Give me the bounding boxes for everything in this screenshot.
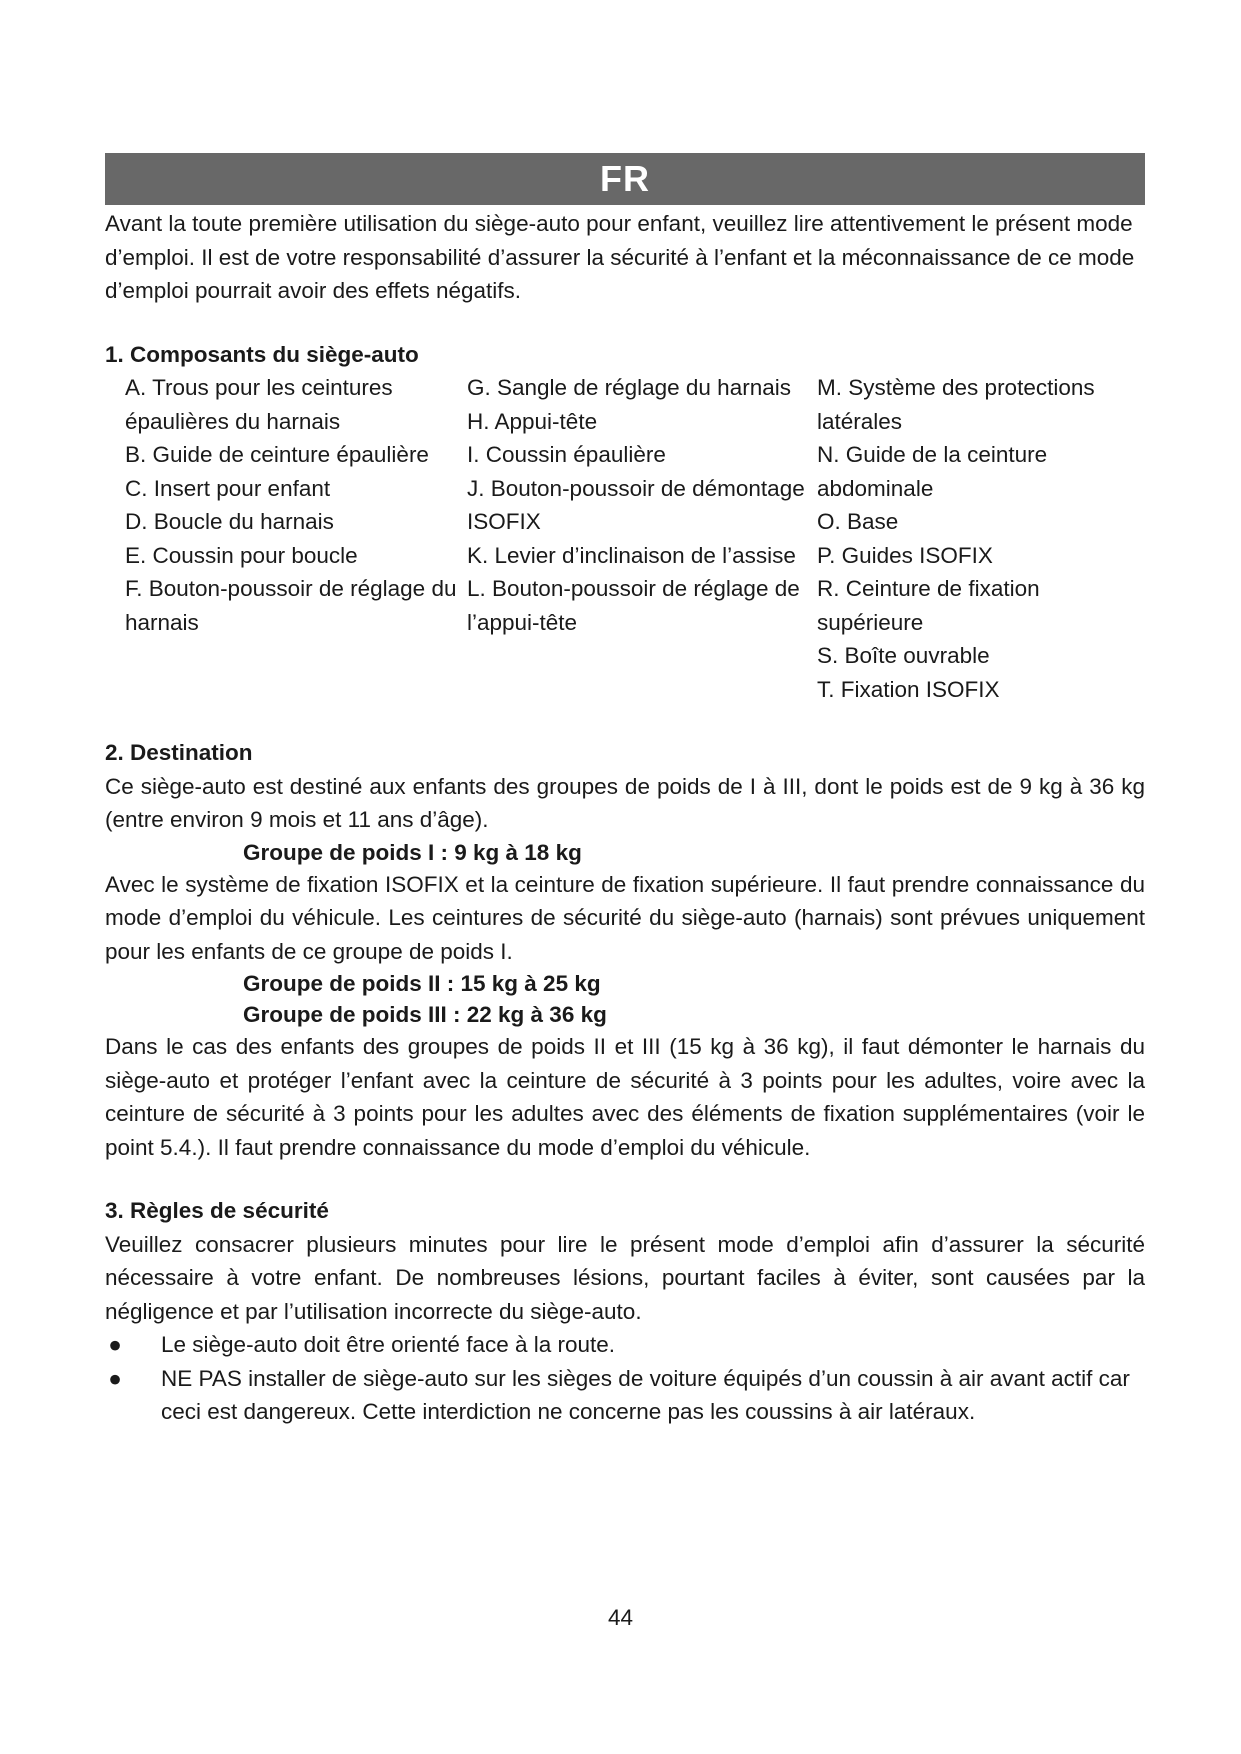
components-column-1 (125, 371, 467, 706)
list-item (105, 1328, 1145, 1362)
destination-paragraph-2: Avec le système de fixation ISOFIX et la ceinture de fixation supérieure. Il faut prendre connaissance du mode d’emploi du véhicule. Les ceintures de sécurité du siège-auto (harnais) sont prévues uniquement pour les enfants de ce groupe de poids I. (105, 871, 1145, 964)
components-list (105, 371, 1145, 706)
destination-paragraph-1: Ce siège-auto est destiné aux enfants des groupes de poids de I à III, dont le poids est de 9 kg à 36 kg (entre environ 9 mois et 11 ans d’âge). (105, 773, 1145, 832)
list-item-text: NE PAS installer de siège-auto sur les sièges de voiture équipés d’un coussin à air avant actif car ceci est dangereux. Cette interdiction ne concerne pas les coussins à air latéraux. (161, 1365, 1130, 1424)
safety-rules-list (105, 1328, 1145, 1429)
weight-group-3-heading: Groupe de poids III : 22 kg à 36 kg (243, 1002, 607, 1027)
component-item: T. Fixation ISOFIX (817, 676, 1000, 702)
page-number: 44 (607, 1605, 634, 1630)
language-header: FR (105, 153, 1145, 205)
component-item: G. Sangle de réglage du harnais (467, 375, 791, 400)
destination-paragraph-3: Dans le cas des enfants des groupes de poids II et III (15 kg à 36 kg), il faut démonter le harnais du siège-auto et protéger l’enfant avec la ceinture de sécurité à 3 points pour les adultes, voire avec la ceinture de sécurité à 3 points pour les adultes avec des éléments de fixation supplémentaires (voir le point 5.4.). Il faut prendre connaissance du mode d’emploi du véhicule. (105, 1034, 1145, 1160)
component-item: O. Base (817, 509, 899, 534)
component-item: A. Trous pour les ceintures épaulières du harnais (125, 375, 393, 434)
component-item: F. Bouton-poussoir de réglage du harnais (125, 576, 457, 635)
weight-group-2-heading: Groupe de poids II : 15 kg à 25 kg (243, 971, 601, 996)
list-item (105, 1362, 1145, 1429)
section-2-title: 2. Destination (105, 740, 253, 765)
component-item: L. Bouton-poussoir de réglage de l’appui-tête (467, 576, 800, 635)
component-item: D. Boucle du harnais (125, 509, 334, 534)
component-item: P. Guides ISOFIX (817, 542, 993, 568)
component-item: E. Coussin pour boucle (125, 542, 358, 568)
bullet-icon: ● (108, 1365, 122, 1391)
section-3-title: 3. Règles de sécurité (105, 1198, 329, 1223)
weight-group-1-heading: Groupe de poids I : 9 kg à 18 kg (243, 839, 582, 865)
safety-paragraph: Veuillez consacrer plusieurs minutes pour lire le présent mode d’emploi afin d’assurer la sécurité nécessaire à votre enfant. De nombreuses lésions, pourtant faciles à éviter, sont causées par la négligence et par l’utilisation incorrecte du siège-auto. (105, 1231, 1145, 1324)
page-content (105, 153, 1145, 1429)
component-item: N. Guide de la ceinture abdominale (817, 442, 1048, 501)
components-column-3 (817, 371, 1145, 706)
component-item: H. Appui-tête (467, 408, 598, 434)
component-item: B. Guide de ceinture épaulière (125, 442, 429, 467)
components-column-2 (467, 371, 817, 706)
component-item: M. Système des protections latérales (817, 375, 1095, 434)
component-item: S. Boîte ouvrable (817, 643, 990, 668)
component-item: K. Levier d’inclinaison de l’assise (467, 542, 796, 568)
bullet-icon: ● (108, 1332, 122, 1357)
intro-paragraph: Avant la toute première utilisation du siège-auto pour enfant, veuillez lire attentivement le présent mode d’emploi. Il est de votre responsabilité d’assurer la sécurité à l’enfant et la méconnaissance de ce mode d’emploi pourrait avoir des effets négatifs. (105, 211, 1135, 303)
component-item: I. Coussin épaulière (467, 442, 666, 467)
component-item: R. Ceinture de fixation supérieure (817, 576, 1040, 635)
component-item: J. Bouton-poussoir de démontage ISOFIX (467, 475, 805, 534)
list-item-text: Le siège-auto doit être orienté face à la route. (161, 1332, 616, 1357)
section-1-title: 1. Composants du siège-auto (105, 341, 419, 367)
component-item: C. Insert pour enfant (125, 475, 331, 501)
